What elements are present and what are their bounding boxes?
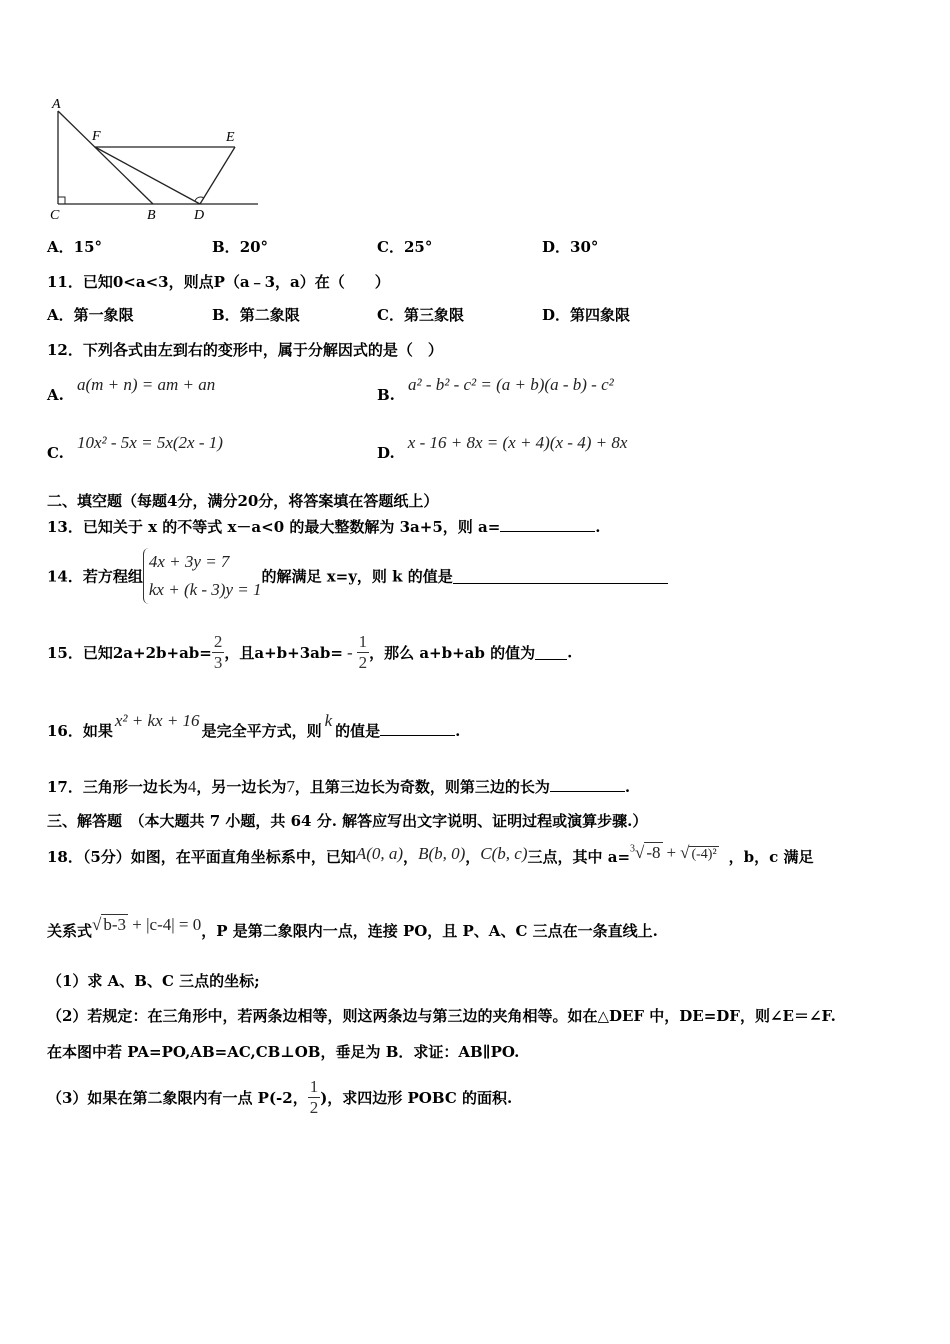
q11-option-c[interactable]: C．第三象限 <box>377 306 464 324</box>
fraction-one-half: $\frac{1}{2}$ <box>358 632 368 672</box>
q18-line2: 关系式√ b-3 + |c-4| = 0，P 是第二象限内一点，连接 PO，且 P、A、C 三点在一条直线上. <box>47 915 658 940</box>
q18-part1: （1）求 A、B、C 三点的坐标; <box>47 972 260 990</box>
q13-answer-blank[interactable] <box>500 517 595 532</box>
relation-expression: √ b-3 + |c-4| = 0 <box>92 915 202 934</box>
q18-part3: （3）如果在第二象限内有一点 P(-2， $\frac{1}{2}$ )，求四边形 POBC 的面积. <box>47 1077 513 1117</box>
q12-option-d[interactable]: D. x - 16 + 8x = (x + 4)(x - 4) + 8x <box>377 433 628 462</box>
q16-answer-blank[interactable] <box>380 721 455 736</box>
q15: 15．已知2a+2b+ab= $\frac{2}{3}$ ，且a+b+3ab= - $\frac{1}{2}$ ，那么 a+b+ab 的值为 . <box>47 632 573 672</box>
q11-option-d[interactable]: D．第四象限 <box>542 306 631 324</box>
right-angle-mark <box>58 197 65 204</box>
q12-stem: 12．下列各式由左到右的变形中，属于分解因式的是（ ） <box>47 341 443 359</box>
q13: 13．已知关于 x 的不等式 x－a<0 的最大整数解为 3a+5，则 a= . <box>47 518 601 536</box>
q18-part2b: 在本图中若 PA=PO,AB=AC,CB⊥OB，垂足为 B．求证：AB∥PO. <box>47 1043 520 1061</box>
q12-option-c[interactable]: C. 10x² - 5x = 5x(2x - 1) <box>47 433 223 462</box>
label-c: C <box>50 208 60 223</box>
q16: 16．如果x² + kx + 16是完全平方式，则k的值是 . <box>47 711 461 740</box>
q11-option-a[interactable]: A．第一象限 <box>47 306 134 324</box>
label-f: F <box>92 129 101 144</box>
q14: 14．若方程组 4x + 3y = 7 kx + (k - 3)y = 1 的解满足 x=y，则 k 的值是 <box>47 548 668 604</box>
q10-option-b[interactable]: B．20° <box>212 238 269 256</box>
q10-option-a[interactable]: A．15° <box>47 238 103 256</box>
q12-option-b[interactable]: B. a² - b² - c² = (a + b)(a - b) - c² <box>377 375 614 404</box>
q10-option-d[interactable]: D．30° <box>542 238 599 256</box>
equation-system: 4x + 3y = 7 kx + (k - 3)y = 1 <box>143 548 262 604</box>
label-d: D <box>194 208 205 223</box>
line-ed <box>200 147 235 204</box>
section3-title: 三、解答题 （本大题共 7 小题，共 64 分. 解答应写出文字说明、证明过程或演算步骤.） <box>47 812 648 830</box>
line-ab <box>58 111 153 204</box>
q11-stem: 11．已知0<a<3，则点P（a﹣3，a）在（ ） <box>47 273 390 291</box>
geometry-figure <box>40 95 270 225</box>
section2-title: 二、填空题（每题4分，满分20分，将答案填在答题纸上） <box>47 492 439 510</box>
q18-line1: 18．（5分）如图，在平面直角坐标系中，已知A(0, a)，B(b, 0)，C(b, c)三点，其中 a=$^3$√ -8 + √ (-4)² ，b，c 满足 <box>47 843 814 866</box>
label-e: E <box>226 130 235 145</box>
cube-root: $^3$√ -8 <box>630 843 661 862</box>
q17: 17．三角形一边长为4，另一边长为7，且第三边长为奇数，则第三边的长为 . <box>47 777 631 796</box>
square-root: √ (-4)² <box>680 843 717 862</box>
fraction-one-half-p: $\frac{1}{2}$ <box>309 1077 319 1117</box>
q14-answer-blank[interactable] <box>453 569 668 584</box>
fraction-two-thirds: $\frac{2}{3}$ <box>213 632 223 672</box>
q15-answer-blank[interactable] <box>535 645 567 660</box>
q10-option-c[interactable]: C．25° <box>377 238 433 256</box>
q18-part2: （2）若规定：在三角形中，若两条边相等，则这两条边与第三边的夹角相等。如在△DEF 中，DE=DF，则∠E＝∠F. <box>47 1007 836 1025</box>
label-a: A <box>52 97 61 112</box>
label-b: B <box>147 208 156 223</box>
q17-answer-blank[interactable] <box>550 777 625 792</box>
q12-option-a[interactable]: A. a(m + n) = am + an <box>47 375 216 404</box>
q11-option-b[interactable]: B．第二象限 <box>212 306 300 324</box>
line-fd <box>95 147 200 204</box>
